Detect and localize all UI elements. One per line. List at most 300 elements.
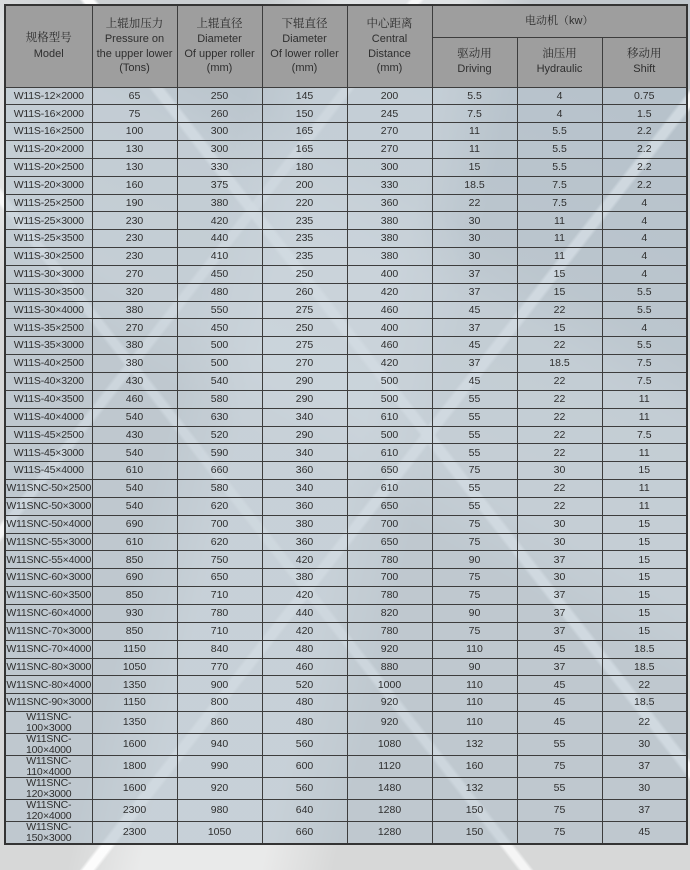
cell-pressure_tons: 230 xyxy=(92,230,177,248)
cell-upper_roller_dia_mm: 840 xyxy=(177,640,262,658)
cell-model: W11S-20×2000 xyxy=(5,141,92,159)
cell-motor_hydraulic_kw: 7.5 xyxy=(517,176,602,194)
cell-model: W11SNC-120×4000 xyxy=(5,800,92,822)
cell-model: W11SNC-100×3000 xyxy=(5,712,92,734)
cell-motor_driving_kw: 7.5 xyxy=(432,105,517,123)
cell-central_distance_mm: 420 xyxy=(347,283,432,301)
cell-pressure_tons: 230 xyxy=(92,212,177,230)
cell-pressure_tons: 540 xyxy=(92,497,177,515)
cell-motor_shift_kw: 2.2 xyxy=(602,158,687,176)
cell-central_distance_mm: 500 xyxy=(347,373,432,391)
table-row xyxy=(5,105,687,123)
cell-model: W11S-40×3200 xyxy=(5,373,92,391)
cell-upper_roller_dia_mm: 900 xyxy=(177,676,262,694)
cell-upper_roller_dia_mm: 630 xyxy=(177,408,262,426)
cell-model: W11S-20×3000 xyxy=(5,176,92,194)
cell-upper_roller_dia_mm: 410 xyxy=(177,248,262,266)
cell-model: W11SNC-50×3000 xyxy=(5,497,92,515)
cell-motor_driving_kw: 15 xyxy=(432,158,517,176)
cell-motor_driving_kw: 110 xyxy=(432,640,517,658)
table-row xyxy=(5,497,687,515)
cell-central_distance_mm: 400 xyxy=(347,265,432,283)
cell-lower_roller_dia_mm: 380 xyxy=(262,569,347,587)
cell-model: W11SNC-55×4000 xyxy=(5,551,92,569)
cell-motor_driving_kw: 110 xyxy=(432,676,517,694)
cell-motor_hydraulic_kw: 4 xyxy=(517,105,602,123)
cell-lower_roller_dia_mm: 290 xyxy=(262,390,347,408)
cell-upper_roller_dia_mm: 380 xyxy=(177,194,262,212)
cell-central_distance_mm: 1480 xyxy=(347,778,432,800)
cell-motor_shift_kw: 11 xyxy=(602,390,687,408)
cell-model: W11S-45×2500 xyxy=(5,426,92,444)
cell-upper_roller_dia_mm: 250 xyxy=(177,87,262,105)
cell-motor_driving_kw: 75 xyxy=(432,515,517,533)
cell-motor_hydraulic_kw: 5.5 xyxy=(517,141,602,159)
table-row xyxy=(5,176,687,194)
cell-central_distance_mm: 920 xyxy=(347,694,432,712)
table-row xyxy=(5,444,687,462)
col-header-motor-hydraulic: 油压用 Hydraulic xyxy=(517,37,602,87)
cell-motor_shift_kw: 45 xyxy=(602,822,687,845)
table-row xyxy=(5,569,687,587)
cell-upper_roller_dia_mm: 990 xyxy=(177,756,262,778)
cell-central_distance_mm: 300 xyxy=(347,158,432,176)
cell-upper_roller_dia_mm: 500 xyxy=(177,337,262,355)
col-header-lower-roller: 下辊直径 Diameter Of lower roller (mm) xyxy=(262,5,347,87)
cell-model: W11SNC-80×3000 xyxy=(5,658,92,676)
cell-upper_roller_dia_mm: 780 xyxy=(177,604,262,622)
cell-motor_shift_kw: 22 xyxy=(602,676,687,694)
cell-motor_driving_kw: 75 xyxy=(432,569,517,587)
cell-lower_roller_dia_mm: 480 xyxy=(262,640,347,658)
col-header-central-distance: 中心距离 Central Distance (mm) xyxy=(347,5,432,87)
cell-motor_shift_kw: 4 xyxy=(602,265,687,283)
cell-motor_hydraulic_kw: 15 xyxy=(517,283,602,301)
cell-upper_roller_dia_mm: 620 xyxy=(177,497,262,515)
table-row xyxy=(5,141,687,159)
cell-motor_shift_kw: 11 xyxy=(602,444,687,462)
table-row xyxy=(5,426,687,444)
cell-pressure_tons: 65 xyxy=(92,87,177,105)
cell-upper_roller_dia_mm: 440 xyxy=(177,230,262,248)
cell-lower_roller_dia_mm: 560 xyxy=(262,734,347,756)
cell-lower_roller_dia_mm: 360 xyxy=(262,533,347,551)
cell-motor_hydraulic_kw: 22 xyxy=(517,426,602,444)
cell-lower_roller_dia_mm: 235 xyxy=(262,230,347,248)
cell-motor_hydraulic_kw: 45 xyxy=(517,640,602,658)
cell-motor_hydraulic_kw: 55 xyxy=(517,734,602,756)
cell-lower_roller_dia_mm: 420 xyxy=(262,622,347,640)
cell-motor_shift_kw: 18.5 xyxy=(602,658,687,676)
cell-upper_roller_dia_mm: 500 xyxy=(177,355,262,373)
cell-pressure_tons: 380 xyxy=(92,355,177,373)
cell-motor_hydraulic_kw: 75 xyxy=(517,756,602,778)
cell-central_distance_mm: 380 xyxy=(347,212,432,230)
cell-model: W11SNC-50×2500 xyxy=(5,480,92,498)
cell-motor_shift_kw: 7.5 xyxy=(602,426,687,444)
cell-model: W11S-40×2500 xyxy=(5,355,92,373)
cell-model: W11SNC-90×3000 xyxy=(5,694,92,712)
cell-motor_shift_kw: 7.5 xyxy=(602,373,687,391)
cell-lower_roller_dia_mm: 275 xyxy=(262,301,347,319)
cell-motor_driving_kw: 55 xyxy=(432,480,517,498)
cell-lower_roller_dia_mm: 150 xyxy=(262,105,347,123)
table-row xyxy=(5,734,687,756)
cell-lower_roller_dia_mm: 235 xyxy=(262,248,347,266)
cell-pressure_tons: 100 xyxy=(92,123,177,141)
cell-lower_roller_dia_mm: 270 xyxy=(262,355,347,373)
cell-model: W11SNC-80×4000 xyxy=(5,676,92,694)
cell-model: W11SNC-150×3000 xyxy=(5,822,92,845)
cell-motor_driving_kw: 55 xyxy=(432,444,517,462)
cell-motor_hydraulic_kw: 75 xyxy=(517,822,602,845)
cell-pressure_tons: 1050 xyxy=(92,658,177,676)
cell-central_distance_mm: 610 xyxy=(347,480,432,498)
cell-central_distance_mm: 610 xyxy=(347,408,432,426)
cell-motor_driving_kw: 22 xyxy=(432,194,517,212)
cell-motor_shift_kw: 15 xyxy=(602,515,687,533)
cell-motor_shift_kw: 11 xyxy=(602,497,687,515)
cell-model: W11SNC-120×3000 xyxy=(5,778,92,800)
cell-lower_roller_dia_mm: 440 xyxy=(262,604,347,622)
table-row xyxy=(5,462,687,480)
cell-motor_shift_kw: 7.5 xyxy=(602,355,687,373)
cell-upper_roller_dia_mm: 750 xyxy=(177,551,262,569)
cell-pressure_tons: 690 xyxy=(92,569,177,587)
table-row xyxy=(5,694,687,712)
cell-model: W11SNC-60×4000 xyxy=(5,604,92,622)
cell-upper_roller_dia_mm: 540 xyxy=(177,373,262,391)
cell-model: W11SNC-60×3000 xyxy=(5,569,92,587)
cell-motor_hydraulic_kw: 11 xyxy=(517,212,602,230)
cell-motor_driving_kw: 30 xyxy=(432,230,517,248)
cell-model: W11S-40×3500 xyxy=(5,390,92,408)
cell-central_distance_mm: 1280 xyxy=(347,800,432,822)
cell-model: W11SNC-50×4000 xyxy=(5,515,92,533)
table-row xyxy=(5,390,687,408)
table-row xyxy=(5,248,687,266)
cell-central_distance_mm: 1080 xyxy=(347,734,432,756)
table-row xyxy=(5,800,687,822)
cell-motor_shift_kw: 4 xyxy=(602,212,687,230)
cell-motor_shift_kw: 15 xyxy=(602,587,687,605)
cell-motor_hydraulic_kw: 11 xyxy=(517,230,602,248)
cell-upper_roller_dia_mm: 420 xyxy=(177,212,262,230)
cell-pressure_tons: 850 xyxy=(92,587,177,605)
cell-lower_roller_dia_mm: 250 xyxy=(262,319,347,337)
cell-upper_roller_dia_mm: 940 xyxy=(177,734,262,756)
table-row xyxy=(5,87,687,105)
cell-upper_roller_dia_mm: 700 xyxy=(177,515,262,533)
table-row xyxy=(5,480,687,498)
cell-motor_driving_kw: 37 xyxy=(432,319,517,337)
cell-pressure_tons: 130 xyxy=(92,158,177,176)
cell-motor_hydraulic_kw: 30 xyxy=(517,533,602,551)
cell-motor_driving_kw: 45 xyxy=(432,337,517,355)
cell-motor_driving_kw: 75 xyxy=(432,533,517,551)
cell-pressure_tons: 1150 xyxy=(92,640,177,658)
table-row xyxy=(5,265,687,283)
col-header-upper-roller: 上辊直径 Diameter Of upper roller (mm) xyxy=(177,5,262,87)
table-row xyxy=(5,212,687,230)
cell-model: W11SNC-100×4000 xyxy=(5,734,92,756)
cell-motor_shift_kw: 2.2 xyxy=(602,176,687,194)
cell-motor_hydraulic_kw: 22 xyxy=(517,444,602,462)
cell-pressure_tons: 2300 xyxy=(92,800,177,822)
cell-motor_shift_kw: 5.5 xyxy=(602,301,687,319)
spec-table-header xyxy=(5,5,687,87)
cell-upper_roller_dia_mm: 660 xyxy=(177,462,262,480)
cell-lower_roller_dia_mm: 480 xyxy=(262,712,347,734)
cell-upper_roller_dia_mm: 710 xyxy=(177,587,262,605)
cell-pressure_tons: 610 xyxy=(92,462,177,480)
cell-model: W11SNC-55×3000 xyxy=(5,533,92,551)
cell-pressure_tons: 270 xyxy=(92,319,177,337)
cell-motor_hydraulic_kw: 37 xyxy=(517,587,602,605)
cell-central_distance_mm: 820 xyxy=(347,604,432,622)
cell-pressure_tons: 380 xyxy=(92,337,177,355)
cell-upper_roller_dia_mm: 590 xyxy=(177,444,262,462)
cell-motor_driving_kw: 30 xyxy=(432,248,517,266)
cell-pressure_tons: 430 xyxy=(92,426,177,444)
col-header-motor-group: 电动机（kw） xyxy=(432,5,687,37)
cell-pressure_tons: 610 xyxy=(92,533,177,551)
cell-motor_hydraulic_kw: 22 xyxy=(517,390,602,408)
cell-motor_shift_kw: 15 xyxy=(602,569,687,587)
cell-lower_roller_dia_mm: 275 xyxy=(262,337,347,355)
cell-motor_shift_kw: 11 xyxy=(602,408,687,426)
cell-motor_driving_kw: 90 xyxy=(432,551,517,569)
cell-motor_hydraulic_kw: 30 xyxy=(517,515,602,533)
cell-motor_driving_kw: 55 xyxy=(432,408,517,426)
cell-upper_roller_dia_mm: 770 xyxy=(177,658,262,676)
cell-motor_shift_kw: 5.5 xyxy=(602,337,687,355)
cell-central_distance_mm: 380 xyxy=(347,248,432,266)
cell-pressure_tons: 320 xyxy=(92,283,177,301)
cell-motor_driving_kw: 5.5 xyxy=(432,87,517,105)
cell-upper_roller_dia_mm: 580 xyxy=(177,480,262,498)
cell-central_distance_mm: 460 xyxy=(347,301,432,319)
cell-motor_driving_kw: 55 xyxy=(432,426,517,444)
cell-motor_hydraulic_kw: 5.5 xyxy=(517,123,602,141)
cell-central_distance_mm: 650 xyxy=(347,533,432,551)
cell-pressure_tons: 1350 xyxy=(92,676,177,694)
cell-motor_driving_kw: 37 xyxy=(432,355,517,373)
cell-upper_roller_dia_mm: 620 xyxy=(177,533,262,551)
cell-motor_hydraulic_kw: 30 xyxy=(517,569,602,587)
cell-motor_hydraulic_kw: 22 xyxy=(517,337,602,355)
cell-motor_shift_kw: 22 xyxy=(602,712,687,734)
cell-upper_roller_dia_mm: 650 xyxy=(177,569,262,587)
cell-upper_roller_dia_mm: 480 xyxy=(177,283,262,301)
cell-lower_roller_dia_mm: 420 xyxy=(262,587,347,605)
cell-central_distance_mm: 700 xyxy=(347,569,432,587)
cell-central_distance_mm: 780 xyxy=(347,622,432,640)
cell-motor_driving_kw: 110 xyxy=(432,712,517,734)
cell-pressure_tons: 230 xyxy=(92,248,177,266)
cell-motor_driving_kw: 30 xyxy=(432,212,517,230)
cell-central_distance_mm: 610 xyxy=(347,444,432,462)
table-row xyxy=(5,373,687,391)
table-row xyxy=(5,587,687,605)
cell-central_distance_mm: 650 xyxy=(347,462,432,480)
cell-model: W11S-30×3500 xyxy=(5,283,92,301)
cell-motor_shift_kw: 4 xyxy=(602,248,687,266)
cell-model: W11S-25×3000 xyxy=(5,212,92,230)
cell-motor_shift_kw: 15 xyxy=(602,622,687,640)
cell-lower_roller_dia_mm: 460 xyxy=(262,658,347,676)
cell-upper_roller_dia_mm: 980 xyxy=(177,800,262,822)
cell-motor_driving_kw: 150 xyxy=(432,800,517,822)
cell-motor_shift_kw: 30 xyxy=(602,734,687,756)
cell-pressure_tons: 930 xyxy=(92,604,177,622)
cell-motor_hydraulic_kw: 15 xyxy=(517,265,602,283)
cell-model: W11S-30×4000 xyxy=(5,301,92,319)
cell-model: W11S-35×2500 xyxy=(5,319,92,337)
cell-central_distance_mm: 270 xyxy=(347,141,432,159)
cell-motor_driving_kw: 55 xyxy=(432,497,517,515)
table-row xyxy=(5,822,687,845)
cell-pressure_tons: 190 xyxy=(92,194,177,212)
cell-central_distance_mm: 200 xyxy=(347,87,432,105)
cell-pressure_tons: 540 xyxy=(92,408,177,426)
cell-upper_roller_dia_mm: 300 xyxy=(177,123,262,141)
cell-upper_roller_dia_mm: 300 xyxy=(177,141,262,159)
cell-upper_roller_dia_mm: 860 xyxy=(177,712,262,734)
cell-motor_driving_kw: 132 xyxy=(432,778,517,800)
col-header-model xyxy=(5,5,92,87)
cell-motor_hydraulic_kw: 15 xyxy=(517,319,602,337)
table-row xyxy=(5,658,687,676)
cell-lower_roller_dia_mm: 260 xyxy=(262,283,347,301)
cell-motor_hydraulic_kw: 37 xyxy=(517,622,602,640)
table-row xyxy=(5,604,687,622)
cell-motor_hydraulic_kw: 75 xyxy=(517,800,602,822)
cell-lower_roller_dia_mm: 420 xyxy=(262,551,347,569)
table-row xyxy=(5,640,687,658)
cell-motor_shift_kw: 37 xyxy=(602,800,687,822)
cell-lower_roller_dia_mm: 640 xyxy=(262,800,347,822)
cell-lower_roller_dia_mm: 340 xyxy=(262,444,347,462)
cell-central_distance_mm: 380 xyxy=(347,230,432,248)
cell-motor_shift_kw: 4 xyxy=(602,230,687,248)
cell-motor_hydraulic_kw: 22 xyxy=(517,497,602,515)
cell-motor_shift_kw: 1.5 xyxy=(602,105,687,123)
table-row xyxy=(5,283,687,301)
cell-model: W11SNC-110×4000 xyxy=(5,756,92,778)
cell-upper_roller_dia_mm: 800 xyxy=(177,694,262,712)
cell-motor_shift_kw: 37 xyxy=(602,756,687,778)
cell-motor_hydraulic_kw: 22 xyxy=(517,408,602,426)
cell-motor_hydraulic_kw: 45 xyxy=(517,676,602,694)
table-row xyxy=(5,676,687,694)
cell-central_distance_mm: 1280 xyxy=(347,822,432,845)
cell-upper_roller_dia_mm: 450 xyxy=(177,319,262,337)
cell-model: W11SNC-70×3000 xyxy=(5,622,92,640)
cell-motor_driving_kw: 55 xyxy=(432,390,517,408)
cell-motor_driving_kw: 11 xyxy=(432,123,517,141)
col-header-motor-driving: 驱动用 Driving xyxy=(432,37,517,87)
cell-central_distance_mm: 920 xyxy=(347,712,432,734)
cell-motor_shift_kw: 18.5 xyxy=(602,694,687,712)
cell-pressure_tons: 160 xyxy=(92,176,177,194)
cell-motor_shift_kw: 5.5 xyxy=(602,283,687,301)
table-row xyxy=(5,355,687,373)
cell-central_distance_mm: 400 xyxy=(347,319,432,337)
cell-motor_driving_kw: 45 xyxy=(432,301,517,319)
col-header-model-en: Model xyxy=(33,47,64,60)
cell-model: W11S-25×3500 xyxy=(5,230,92,248)
cell-lower_roller_dia_mm: 360 xyxy=(262,462,347,480)
cell-model: W11S-12×2000 xyxy=(5,87,92,105)
cell-motor_shift_kw: 2.2 xyxy=(602,141,687,159)
cell-pressure_tons: 1800 xyxy=(92,756,177,778)
cell-motor_hydraulic_kw: 7.5 xyxy=(517,194,602,212)
table-row xyxy=(5,515,687,533)
cell-central_distance_mm: 270 xyxy=(347,123,432,141)
cell-lower_roller_dia_mm: 480 xyxy=(262,694,347,712)
table-row xyxy=(5,622,687,640)
cell-lower_roller_dia_mm: 290 xyxy=(262,426,347,444)
table-row xyxy=(5,756,687,778)
cell-motor_driving_kw: 37 xyxy=(432,265,517,283)
cell-model: W11S-16×2000 xyxy=(5,105,92,123)
cell-upper_roller_dia_mm: 520 xyxy=(177,426,262,444)
cell-model: W11SNC-70×4000 xyxy=(5,640,92,658)
cell-motor_shift_kw: 4 xyxy=(602,194,687,212)
cell-pressure_tons: 130 xyxy=(92,141,177,159)
cell-motor_driving_kw: 45 xyxy=(432,373,517,391)
cell-central_distance_mm: 780 xyxy=(347,551,432,569)
cell-motor_hydraulic_kw: 18.5 xyxy=(517,355,602,373)
col-header-motor-shift: 移动用 Shift xyxy=(602,37,687,87)
table-row xyxy=(5,778,687,800)
cell-motor_driving_kw: 150 xyxy=(432,822,517,845)
cell-lower_roller_dia_mm: 250 xyxy=(262,265,347,283)
cell-model: W11S-20×2500 xyxy=(5,158,92,176)
table-row xyxy=(5,551,687,569)
cell-pressure_tons: 380 xyxy=(92,301,177,319)
cell-motor_shift_kw: 18.5 xyxy=(602,640,687,658)
cell-central_distance_mm: 780 xyxy=(347,587,432,605)
cell-lower_roller_dia_mm: 360 xyxy=(262,497,347,515)
cell-lower_roller_dia_mm: 380 xyxy=(262,515,347,533)
cell-pressure_tons: 75 xyxy=(92,105,177,123)
table-row xyxy=(5,319,687,337)
cell-pressure_tons: 270 xyxy=(92,265,177,283)
table-row xyxy=(5,123,687,141)
cell-lower_roller_dia_mm: 340 xyxy=(262,480,347,498)
cell-pressure_tons: 540 xyxy=(92,444,177,462)
cell-upper_roller_dia_mm: 330 xyxy=(177,158,262,176)
col-header-pressure: 上辊加压力 Pressure on the upper lower (Tons) xyxy=(92,5,177,87)
cell-lower_roller_dia_mm: 235 xyxy=(262,212,347,230)
cell-model: W11S-30×3000 xyxy=(5,265,92,283)
cell-central_distance_mm: 1120 xyxy=(347,756,432,778)
cell-model: W11S-45×4000 xyxy=(5,462,92,480)
cell-motor_hydraulic_kw: 37 xyxy=(517,658,602,676)
cell-motor_driving_kw: 110 xyxy=(432,694,517,712)
cell-motor_shift_kw: 4 xyxy=(602,319,687,337)
cell-motor_driving_kw: 132 xyxy=(432,734,517,756)
cell-model: W11SNC-60×3500 xyxy=(5,587,92,605)
cell-motor_shift_kw: 15 xyxy=(602,533,687,551)
cell-pressure_tons: 460 xyxy=(92,390,177,408)
cell-central_distance_mm: 880 xyxy=(347,658,432,676)
table-row xyxy=(5,712,687,734)
cell-model: W11S-35×3000 xyxy=(5,337,92,355)
cell-motor_driving_kw: 160 xyxy=(432,756,517,778)
